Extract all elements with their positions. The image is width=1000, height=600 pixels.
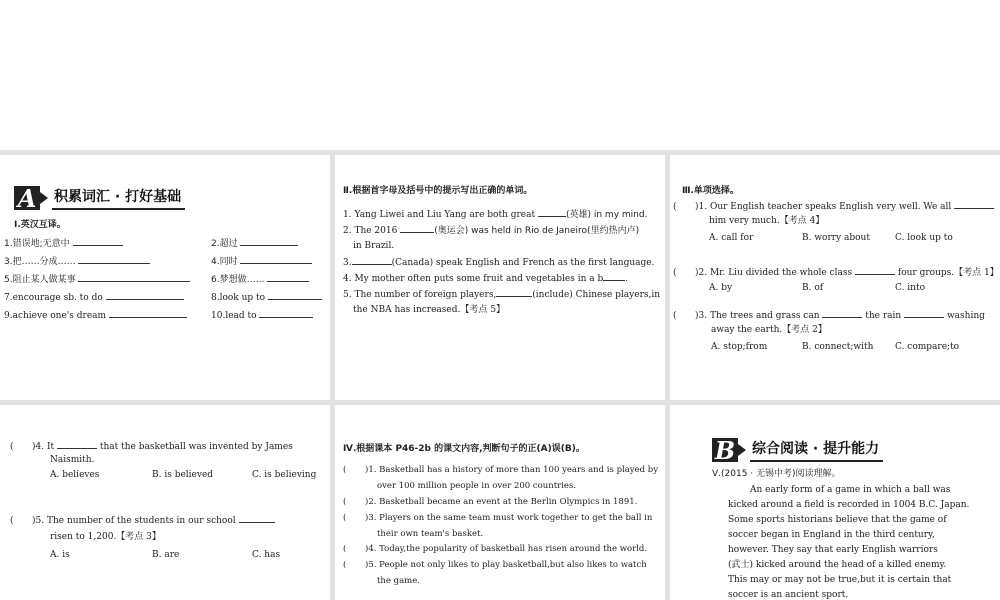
panel-true-false	[335, 405, 665, 600]
tf-item-1-cont: over 100 million people in over 200 countries.	[377, 481, 577, 491]
mc-q3-option-b: B. connect;with	[802, 342, 874, 352]
panel-multiple-choice	[670, 155, 1000, 400]
section-b-badge: B	[712, 438, 738, 462]
tf-item-1: ( )1. Basketball has a history of more than 100 years and is played by	[343, 465, 659, 475]
question-2-cont: in Brazil.	[353, 241, 395, 251]
section-heading: Ⅱ.根据首字母及括号中的提示写出正确的单词。	[343, 186, 533, 196]
panel-multiple-choice-cont	[0, 405, 330, 600]
passage-line-4: soccer began in England in the third century,	[728, 530, 935, 540]
passage-line-6: (武士) kicked around the head of a killed enemy.	[728, 560, 947, 570]
mc-q1-option-c: C. look up to	[895, 233, 953, 243]
mc-q3-option-a: A. stop;from	[711, 342, 768, 352]
passage-line-2: kicked around a field is recorded in 1004 B.C. Japan.	[728, 500, 970, 510]
mc-question-4-cont: Naismith.	[50, 455, 95, 465]
passage-line-1: An early form of a game in which a ball was	[750, 485, 951, 495]
mc-question-1-cont: him very much.【考点 4】	[709, 216, 825, 226]
mc-q5-option-b: B. are	[152, 550, 180, 560]
tf-item-4: ( )4. Today,the popularity of basketball has risen around the world.	[343, 544, 648, 554]
section-heading: Ⅲ.单项选择。	[682, 186, 739, 196]
mc-q4-option-a: A. believes	[50, 470, 100, 480]
section-b-title: 综合阅读 · 提升能力	[750, 438, 883, 462]
question-4: 4. My mother often puts some fruit and vegetables in a b .	[343, 274, 629, 284]
section-a-badge: A	[14, 186, 40, 210]
passage-line-8: soccer is an ancient sport.	[728, 590, 849, 600]
tf-item-2: ( )2. Basketball became an event at the Berlin Olympics in 1891.	[343, 497, 638, 507]
mc-q4-option-b: B. is believed	[152, 470, 214, 480]
panel-reading	[670, 405, 1000, 600]
panel-word-fill	[335, 155, 665, 400]
vocab-left-7: 7.encourage sb. to do	[4, 291, 184, 304]
mc-q2-option-c: C. into	[895, 283, 925, 293]
subtitle: Ⅴ.(2015 · 无锡中考)阅读理解。	[712, 469, 841, 479]
mc-question-3-cont: away the earth.【考点 2】	[711, 325, 827, 335]
subtitle: Ⅰ.英汉互译。	[14, 220, 66, 230]
mc-question-3: ( )3. The trees and grass can the rain washing	[673, 311, 985, 321]
mc-question-4: ( )4. It that the basketball was invented by James	[10, 442, 293, 452]
mc-question-2: ( )2. Mr. Liu divided the whole class four groups.【考点 1】	[673, 268, 999, 278]
tf-item-3-cont: their own team's basket.	[377, 529, 484, 539]
mc-question-1: ( )1. Our English teacher speaks English very well. We all	[673, 200, 994, 213]
vocab-right-10: 10.lead to	[211, 309, 313, 322]
passage-line-3: Some sports historians believe that the game of	[728, 515, 947, 525]
vocab-right-2: 2.超过	[211, 237, 298, 250]
question-2: 2. The 2016 (奥运会) was held in Rio de Janeiro(里约热内卢)	[343, 226, 640, 236]
section-heading: Ⅳ.根据课本 P46-2b 的课文内容,判断句子的正(A)误(B)。	[343, 444, 585, 454]
question-3: 3. (Canada) speak English and French as the first language.	[343, 258, 655, 268]
vocab-left-5: 5.阻止某人做某事	[4, 273, 190, 286]
tf-item-3: ( )3. Players on the same team must work together to get the ball in	[343, 513, 653, 523]
mc-q3-option-c: C. compare;to	[895, 342, 960, 352]
vocab-right-4: 4.同时	[211, 255, 312, 268]
question-1: 1. Yang Liwei and Liu Yang are both great (英雄) in my mind.	[343, 210, 648, 220]
mc-question-5-cont: risen to 1,200.【考点 3】	[50, 532, 161, 542]
vocab-left-1: 1.错误地;无意中	[4, 237, 123, 250]
section-b-header	[712, 437, 883, 463]
mc-q4-option-c: C. is believing	[252, 470, 317, 480]
vocab-left-3: 3.把……分成……	[4, 255, 150, 268]
passage-line-7: This may or may not be true,but it is certain that	[728, 575, 952, 585]
question-5-cont: the NBA has increased.【考点 5】	[353, 305, 505, 315]
section-a-header	[14, 185, 185, 211]
mc-q1-option-a: A. call for	[709, 233, 754, 243]
mc-q1-option-b: B. worry about	[802, 233, 870, 243]
mc-q2-option-a: A. by	[709, 283, 733, 293]
mc-question-5: ( )5. The number of the students in our school	[10, 514, 275, 527]
tf-item-5: ( )5. People not only likes to play basketball,but also likes to watch	[343, 560, 647, 570]
panel-vocabulary	[0, 155, 330, 400]
triangle-icon	[40, 192, 48, 204]
section-a-title: 积累词汇 · 打好基础	[52, 186, 185, 210]
mc-q2-option-b: B. of	[802, 283, 824, 293]
vocab-right-8: 8.look up to	[211, 291, 322, 304]
mc-q5-option-a: A. is	[50, 550, 70, 560]
mc-q5-option-c: C. has	[252, 550, 281, 560]
vocab-left-9: 9.achieve one's dream	[4, 309, 187, 322]
triangle-icon	[738, 444, 746, 456]
passage-line-5: however. They say that early English warriors	[728, 545, 938, 555]
question-5: 5. The number of foreign players, (include) Chinese players,in	[343, 290, 661, 300]
tf-item-5-cont: the game.	[377, 576, 420, 586]
vocab-right-6: 6.梦想做……	[211, 273, 309, 286]
